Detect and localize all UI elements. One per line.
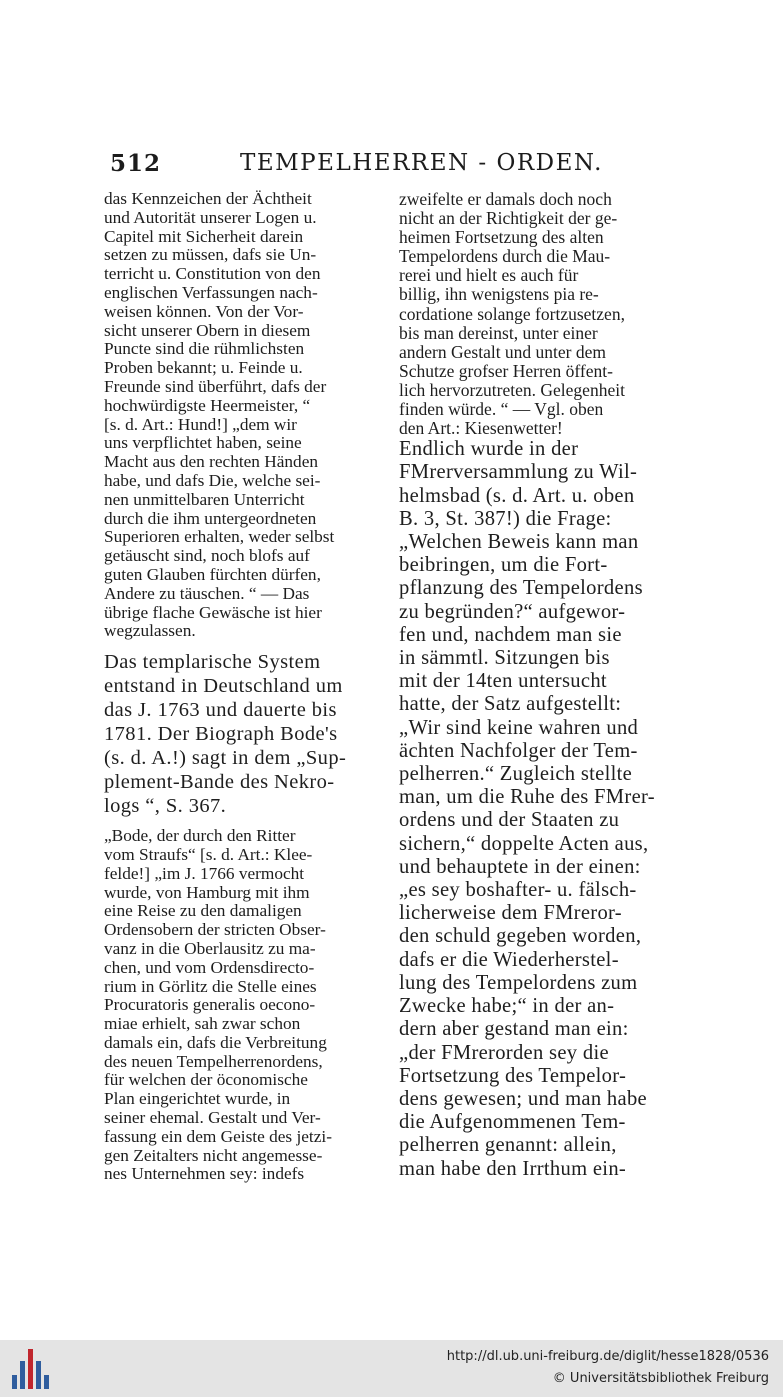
text-line: lich hervorzutreten. Gelegenheit [399, 379, 625, 400]
source-url-link[interactable]: http://dl.ub.uni-freiburg.de/diglit/hesse1828/0536 [446, 1349, 769, 1364]
left-small-block-1 [104, 190, 387, 641]
text-line: Endlich wurde in der [399, 438, 579, 461]
text-line: nes Unternehmen sey: indefs [104, 1164, 305, 1184]
text-line: chen, und vom Ordensdirecto- [104, 957, 315, 977]
text-line: weisen können. Von der Vor- [104, 301, 304, 321]
right-column [399, 190, 687, 1181]
text-line: miae erhielt, sah zwar schon [104, 1014, 301, 1034]
text-line: beibringen, um die Fort- [399, 554, 608, 577]
text-line: „der FMrerorden sey die [399, 1041, 609, 1064]
text-line: Das templarische System [104, 651, 321, 674]
text-line: Tempelordens durch die Mau- [399, 246, 611, 267]
text-line: pelherren genannt: allein, [399, 1134, 617, 1157]
text-line: hochwürdigste Heermeister, “ [104, 395, 311, 415]
text-line: „Wir sind keine wahren und [399, 716, 639, 739]
text-line: Ordensobern der stricten Obser- [104, 920, 326, 940]
text-line: wegzulassen. [104, 621, 196, 641]
text-line: Superioren erhalten, weder selbst [104, 527, 335, 547]
text-line: mit der 14ten untersucht [399, 670, 607, 693]
copyright-notice: © Universitätsbibliothek Freiburg [552, 1371, 769, 1386]
text-line: zu begründen?“ aufgewor- [399, 600, 626, 623]
text-line: damals ein, dafs die Verbreitung [104, 1032, 327, 1052]
text-line: hatte, der Satz aufgestellt: [399, 693, 622, 716]
text-line: 1781. Der Biograph Bode's [104, 723, 338, 746]
text-line: rerei und hielt es auch für [399, 265, 579, 286]
text-line: heimen Fortsetzung des alten [399, 227, 604, 248]
text-line: terricht u. Constitution von den [104, 264, 321, 284]
text-line: guten Glauben fürchten dürfen, [104, 564, 321, 584]
text-line: seiner ehemal. Gestalt und Ver- [104, 1108, 321, 1128]
text-line: plement-Bande des Nekro- [104, 771, 335, 794]
running-head: TEMPELHERREN - ORDEN. [240, 150, 603, 176]
text-line: dens gewesen; und man habe [399, 1087, 647, 1110]
text-line: Proben bekannt; u. Feinde u. [104, 358, 303, 378]
text-line: Schutze grofser Herren öffent- [399, 360, 613, 381]
text-line: vom Straufs“ [s. d. Art.: Klee- [104, 844, 313, 864]
text-line: Macht aus den rechten Händen [104, 452, 319, 472]
page-number: 512 [110, 150, 162, 177]
text-line: Freunde sind überführt, dafs der [104, 376, 327, 396]
text-line: englischen Verfassungen nach- [104, 282, 318, 302]
right-large-block [399, 438, 687, 1181]
left-small-block-2 [104, 827, 387, 1184]
text-line: eine Reise zu den damaligen [104, 901, 302, 921]
text-line: in sämmtl. Sitzungen bis [399, 647, 610, 670]
text-line: wurde, von Hamburg mit ihm [104, 882, 310, 902]
text-line: für welchen der öconomische [104, 1070, 308, 1090]
text-line: Fortsetzung des Tempelor- [399, 1064, 627, 1087]
text-line: lung des Tempelordens zum [399, 971, 638, 994]
text-line: gen Zeitalters nicht angemesse- [104, 1145, 323, 1165]
text-line: des neuen Tempelherrenordens, [104, 1051, 323, 1071]
text-line: pelherren.“ Zugleich stellte [399, 763, 633, 786]
text-line: cordatione solange fortzusetzen, [399, 303, 625, 324]
text-line: B. 3, St. 387!) die Frage: [399, 507, 612, 530]
text-line: felde!] „im J. 1766 vermocht [104, 863, 305, 883]
text-line: logs “, S. 367. [104, 795, 227, 818]
viewer-footer [0, 1340, 783, 1397]
text-line: Capitel mit Sicherheit darein [104, 226, 304, 246]
text-line: sichern,“ doppelte Acten aus, [399, 832, 649, 855]
right-small-block [399, 190, 687, 438]
text-line: dafs er die Wiederherstel- [399, 948, 619, 971]
text-line: „Bode, der durch den Ritter [104, 826, 296, 846]
page-header [110, 150, 690, 180]
text-line: zweifelte er damals doch noch [399, 189, 612, 209]
text-line: billig, ihn wenigstens pia re- [399, 284, 599, 305]
text-line: (s. d. A.!) sagt in dem „Sup- [104, 747, 347, 770]
text-line: pflanzung des Tempelordens [399, 577, 643, 600]
text-line: Procuratoris generalis oecono- [104, 995, 316, 1015]
text-line: den Art.: Kiesenwetter! [399, 418, 563, 439]
text-line: Puncte sind die rühmlichsten [104, 339, 305, 359]
text-line: Plan eingerichtet wurde, in [104, 1089, 291, 1109]
text-line: dern aber gestand man ein: [399, 1018, 629, 1041]
text-line: nen unmittelbaren Unterricht [104, 489, 305, 509]
text-line: entstand in Deutschland um [104, 675, 343, 698]
text-line: fassung ein dem Geiste des jetzi- [104, 1126, 332, 1146]
text-line: fen und, nachdem man sie [399, 623, 622, 646]
text-line: das J. 1763 und dauerte bis [104, 699, 337, 722]
university-library-logo-icon [8, 1349, 48, 1389]
text-line: den schuld gegeben worden, [399, 925, 642, 948]
text-line: FMrerversammlung zu Wil- [399, 461, 638, 484]
text-line: andern Gestalt und unter dem [399, 341, 607, 362]
text-line: sicht unserer Obern in diesem [104, 320, 311, 340]
left-large-block [104, 650, 387, 818]
text-line: das Kennzeichen der Ächtheit [104, 189, 312, 208]
text-line: rium in Görlitz die Stelle eines [104, 976, 317, 996]
text-line: ächten Nachfolger der Tem- [399, 739, 638, 762]
text-line: „es sey boshafter- u. fälsch- [399, 879, 637, 902]
text-line: uns verpflichtet haben, seine [104, 433, 302, 453]
text-line: „Welchen Beweis kann man [399, 531, 639, 554]
text-line: vanz in die Oberlausitz zu ma- [104, 938, 316, 958]
text-line: die Aufgenommenen Tem- [399, 1111, 626, 1134]
text-line: und Autorität unserer Logen u. [104, 207, 317, 227]
text-line: und behauptete in der einen: [399, 855, 641, 878]
text-line: Zwecke habe;“ in der an- [399, 995, 615, 1018]
text-line: ordens und der Staaten zu [399, 809, 620, 832]
text-line: man, um die Ruhe des FMrer- [399, 786, 655, 809]
text-line: helmsbad (s. d. Art. u. oben [399, 484, 635, 507]
text-line: man habe den Irrthum ein- [399, 1157, 627, 1180]
text-line: setzen zu müssen, dafs sie Un- [104, 245, 317, 265]
text-line: bis man dereinst, unter einer [399, 322, 598, 343]
text-line: getäuscht sind, noch blofs auf [104, 546, 310, 566]
text-line: durch die ihm untergeordneten [104, 508, 317, 528]
text-line: nicht an der Richtigkeit der ge- [399, 208, 618, 229]
text-line: finden würde. “ — Vgl. oben [399, 399, 604, 420]
left-column [104, 190, 387, 1184]
text-line: Andere zu täuschen. “ — Das [104, 583, 310, 603]
text-line: habe, und dafs Die, welche sei- [104, 470, 321, 490]
text-line: [s. d. Art.: Hund!] „dem wir [104, 414, 297, 434]
text-line: licherweise dem FMreror- [399, 902, 622, 925]
text-line: übrige flache Gewäsche ist hier [104, 602, 322, 622]
